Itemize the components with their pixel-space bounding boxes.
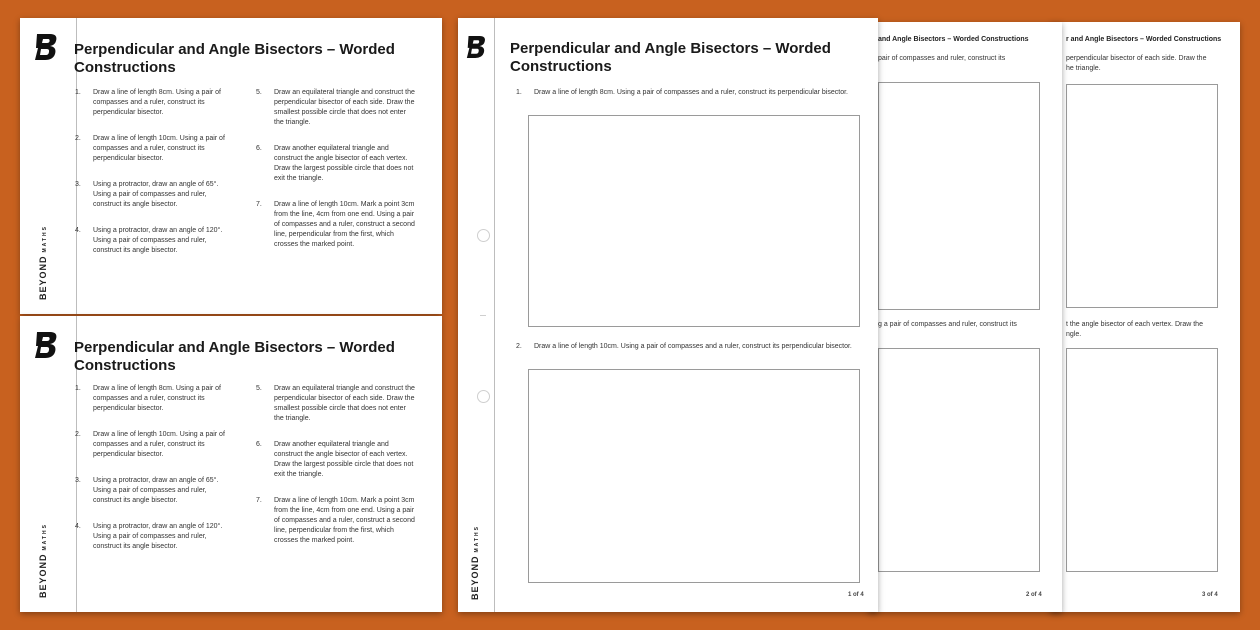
questions-right-column	[256, 88, 416, 266]
brand-sub-text: MATHS	[42, 225, 48, 253]
side-bar	[20, 316, 77, 612]
answer-question-2	[516, 342, 866, 368]
question-item	[256, 200, 416, 250]
partial-text: ngle.	[1066, 331, 1082, 338]
answer-sheet-title	[510, 40, 831, 76]
partial-text: pair of compasses and ruler, construct its	[878, 55, 1006, 62]
question-number: 1.	[516, 89, 522, 96]
question-text: Using a protractor, draw an angle of 120°. Using a pair of compasses and ruler, construct its angle bisector.	[93, 227, 223, 254]
answer-box	[878, 348, 1040, 572]
answer-box	[878, 82, 1040, 310]
answer-question-1	[516, 88, 866, 114]
title-line-1: Perpendicular and Angle Bisectors – Worded	[74, 339, 395, 356]
punch-hole	[477, 229, 490, 242]
question-item	[75, 522, 227, 552]
questions-left-column	[75, 384, 227, 568]
question-number: 6.	[256, 145, 262, 152]
question-text: Draw an equilateral triangle and construct the perpendicular bisector of each side. Draw the smallest possible circle that does not enter the triangle.	[274, 89, 415, 126]
question-item	[75, 430, 227, 460]
question-item	[75, 384, 227, 414]
question-text: Draw a line of length 10cm. Using a pair of compasses and a ruler, construct its perpendicular bisector.	[534, 343, 852, 350]
title-line-2: Constructions	[74, 59, 176, 76]
question-number: 2.	[75, 135, 81, 142]
question-text: Draw a line of length 10cm. Mark a point 3cm from the line, 4cm from one end. Using a pair of compasses and a ruler, construct a second line, perpendicular from the first, which crosses the marked point.	[274, 201, 415, 248]
worksheet-title	[74, 339, 395, 375]
question-item	[75, 134, 227, 164]
title-line-2: Constructions	[510, 58, 612, 75]
partial-text: t the angle bisector of each vertex. Draw the	[1066, 321, 1203, 328]
question-text: Draw a line of length 10cm. Using a pair of compasses and a ruler, construct its perpendicular bisector.	[93, 431, 225, 458]
answer-box	[1066, 84, 1218, 308]
brand-text: BEYOND	[38, 255, 48, 300]
question-number: 2.	[516, 343, 522, 350]
worksheet-top	[20, 18, 442, 314]
answer-box-1	[528, 115, 860, 327]
question-item	[75, 88, 227, 118]
question-item	[75, 476, 227, 506]
question-item	[256, 144, 416, 184]
partial-text: g a pair of compasses and ruler, construct its	[878, 321, 1017, 328]
question-text: Draw another equilateral triangle and construct the angle bisector of each vertex. Draw the largest possible circle that does not exit the triangle.	[274, 145, 414, 182]
question-number: 3.	[75, 181, 81, 188]
beyond-logo-icon	[34, 32, 60, 62]
question-text: Draw a line of length 10cm. Using a pair of compasses and a ruler, construct its perpendicular bisector.	[93, 135, 225, 162]
question-item	[256, 440, 416, 480]
question-number: 1.	[75, 89, 81, 96]
title-line-1: Perpendicular and Angle Bisectors – Worded	[74, 41, 395, 58]
question-item	[516, 88, 866, 98]
question-number: 3.	[75, 477, 81, 484]
question-item	[256, 88, 416, 128]
question-item	[256, 496, 416, 546]
question-number: 1.	[75, 385, 81, 392]
question-text: Using a protractor, draw an angle of 120°. Using a pair of compasses and ruler, construct its angle bisector.	[93, 523, 223, 550]
question-number: 4.	[75, 523, 81, 530]
question-text: Draw a line of length 8cm. Using a pair of compasses and a ruler, construct its perpendicular bisector.	[93, 385, 222, 412]
partial-text: he triangle.	[1066, 65, 1101, 72]
question-text: Draw a line of length 8cm. Using a pair of compasses and a ruler, construct its perpendicular bisector.	[93, 89, 222, 116]
brand-sub-text: MATHS	[42, 523, 48, 551]
answer-page-3	[1050, 22, 1240, 612]
brand-label	[38, 523, 48, 598]
brand-text: BEYOND	[38, 553, 48, 598]
question-text: Using a protractor, draw an angle of 65°. Using a pair of compasses and ruler, construct its angle bisector.	[93, 181, 219, 208]
question-number: 5.	[256, 385, 262, 392]
partial-text: perpendicular bisector of each side. Draw the	[1066, 55, 1207, 62]
brand-text: BEYOND	[470, 555, 480, 600]
page-number: 3 of 4	[1202, 592, 1218, 598]
side-bar	[20, 18, 77, 314]
question-text: Draw a line of length 8cm. Using a pair of compasses and a ruler, construct its perpendicular bisector.	[534, 89, 848, 96]
question-item	[516, 342, 866, 352]
answer-page-2	[868, 22, 1062, 612]
question-number: 7.	[256, 497, 262, 504]
answer-box	[1066, 348, 1218, 572]
answer-page-1	[458, 18, 878, 612]
brand-label	[470, 525, 480, 600]
question-text: Draw another equilateral triangle and construct the angle bisector of each vertex. Draw the largest possible circle that does not exit the triangle.	[274, 441, 414, 478]
title-line-2: Constructions	[74, 357, 176, 374]
beyond-logo-icon	[34, 330, 60, 360]
question-number: 2.	[75, 431, 81, 438]
page-number: 1 of 4	[848, 592, 864, 598]
question-text: Draw a line of length 10cm. Mark a point 3cm from the line, 4cm from one end. Using a pair of compasses and a ruler, construct a second line, perpendicular from the first, which crosses the marked point.	[274, 497, 415, 544]
question-number: 6.	[256, 441, 262, 448]
punch-hole	[477, 390, 490, 403]
brand-sub-text: MATHS	[474, 525, 480, 553]
brand-label	[38, 225, 48, 300]
question-number: 5.	[256, 89, 262, 96]
question-text: Using a protractor, draw an angle of 65°. Using a pair of compasses and ruler, construct its angle bisector.	[93, 477, 219, 504]
questions-left-column	[75, 88, 227, 272]
questions-right-column	[256, 384, 416, 562]
beyond-logo-icon	[466, 34, 488, 60]
worksheet-title	[74, 41, 395, 77]
side-bar	[458, 18, 495, 612]
page-number: 2 of 4	[1026, 592, 1042, 598]
title-line-1: Perpendicular and Angle Bisectors – Worded	[510, 40, 831, 57]
question-item	[256, 384, 416, 424]
question-text: Draw an equilateral triangle and construct the perpendicular bisector of each side. Draw the smallest possible circle that does not enter the triangle.	[274, 385, 415, 422]
fold-mark	[480, 315, 486, 316]
answer-box-2	[528, 369, 860, 583]
question-number: 4.	[75, 227, 81, 234]
page-header: r and Angle Bisectors – Worded Constructions	[1066, 36, 1222, 43]
page-header: and Angle Bisectors – Worded Constructions	[878, 36, 1029, 43]
question-number: 7.	[256, 201, 262, 208]
question-item	[75, 226, 227, 256]
worksheet-bottom	[20, 316, 442, 612]
question-item	[75, 180, 227, 210]
